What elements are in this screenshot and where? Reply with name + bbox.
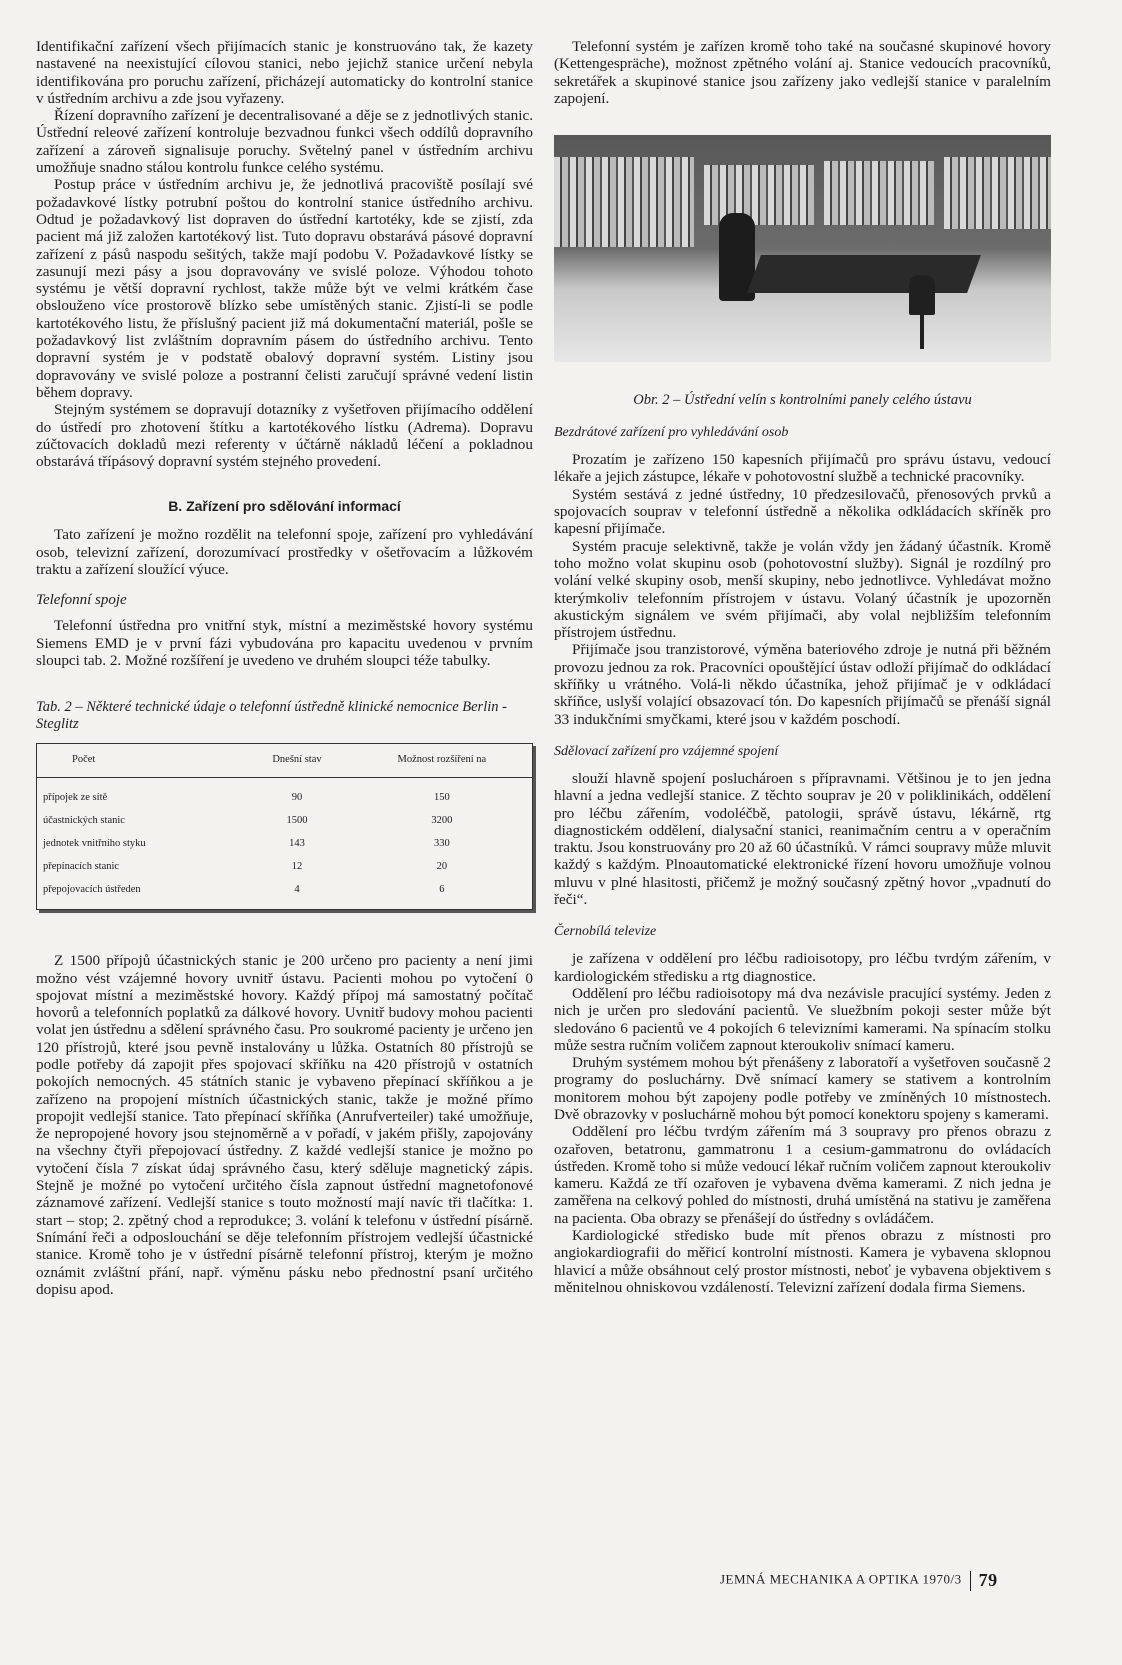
- table-cell: 330: [434, 838, 450, 850]
- table-cell: účastnických stanic: [43, 815, 125, 827]
- paragraph: je zařízena v oddělení pro léčbu radioisotopy, pro léčbu tvrdým zářením, v kardiologickém středisku a rtg diagnostice.: [554, 950, 1051, 985]
- table-row: [37, 778, 533, 810]
- table-caption: Tab. 2 – Některé technické údaje o telefonní ústředně klinické nemocnice Berlin - Steglitz: [36, 699, 507, 733]
- control-panel: [944, 157, 1051, 229]
- section-heading: B. Zařízení pro sdělování informací: [168, 498, 401, 515]
- table-cell: přípojek ze sítě: [43, 792, 108, 804]
- paragraph: Stejným systémem se dopravují dotazníky z vyšetřoven přijímacího oddělení do ústředí pro zhotovení štítku a kartotékového lístku (Adrema). Dopravu zúčtovacích dokladů mezi referenty v účtárně nákladů léčení a pokladnou obstarává třípásový dopravní systém stejného provedení.: [36, 401, 533, 471]
- table-cell: přepínacích stanic: [43, 861, 120, 873]
- paragraph: Druhým systémem mohou být přenášeny z laboratoří a vyšetřoven současně 2 programy do posluchárny. Dvě snímací kamery se stativem a kontrolním monitorem mohou být zapojeny podle potřeby ve zmíněných 10 místnostech. Dvě obrazovky v posluchárně mohou být pomocí konektoru spojeny s kamerami.: [554, 1054, 1051, 1123]
- paragraph: Identifikační zařízení všech přijímacích stanic je konstruováno tak, že kazety nastavené na neexistující cílovou stanici, nebo jejichž stanice určení nebyla identifikována pro poruchu zařízení, přicházejí automaticky do kontrolní stanice v ústředním archivu a zde jsou vyřazeny.: [36, 38, 533, 107]
- desk: [747, 255, 981, 293]
- paragraph: Oddělení pro léčbu radioisotopy má dva nezávisle pracující systémy. Jeden z nich je určen pro sledování pacientů. Ve sluežbním pokoji sester může být sledováno 6 pacientů ve 4 pokojích 6 televizními kamerami. Na spínacím stolku může sestra ručním voličem zapnout kteroukoliv snímací kameru.: [554, 984, 1051, 1054]
- left-column: [36, 38, 533, 1298]
- table-row: [37, 878, 533, 910]
- table-row: [37, 855, 533, 878]
- paragraph: Postup práce v ústředním archivu je, že jednotlivá pracoviště posílají své požadavkové lístky potrubní poštou do kontrolní stanice ústředního archivu. Odtud je požadavkový list dopraven do ústřední kartotéky, kde se zjistí, zda pacient má již založen kartotékový list. Tuto dopravu obstarává pásové dopravní zařízení z pásů naspodu sešitých, takže mají podobu V. Požadavkové lístky se zasunují mezi pásy a jsou dopravovány ve svislé poloze. Výhodou tohoto systému je větší dopravní rychlost, takže může být ve velmi krátkém čase obslouženo více prostorově blízko sebe umístěných stanic. Zjistí-li se podle kartotékového listu, že příslušný pacient již má dokumentační materiál, pošle se požadavkový list zvláštním dopravním pásem do ústředního archivu. Tento dopravní systém je v podstatě obalový dopravní systém. Listiny jsou dopravovány ve svislé poloze a postranní čelisti zaručují správné vedení listin během dopravy.: [36, 176, 533, 401]
- subheading-bezdratove: Bezdrátové zařízení pro vyhledávání osob: [554, 425, 789, 441]
- table-cell: jednotek vnitřního styku: [43, 838, 146, 850]
- paragraph: Kardiologické středisko bude mít přenos obrazu z místnosti pro angiokardiografii do měřicí kontrolní místnosti. Kamera je vybavena sklopnou hlavicí a může obsáhnout celý prostor místnosti, neboť je vybavena objektivem s měnitelnou ohniskovou vzdáleností. Televizní zařízení dodala firma Siemens.: [554, 1227, 1051, 1296]
- page-number: 79: [978, 1570, 998, 1590]
- control-panel: [824, 161, 934, 225]
- table-header-row: [37, 744, 533, 778]
- right-column: [554, 38, 1051, 1296]
- table-cell: 12: [291, 861, 303, 873]
- paragraph: Tato zařízení je možno rozdělit na telefonní spoje, zařízení pro vyhledávání osob, televizní zařízení, dorozumívací prostředky v ošetřovacím a lůžkovém traktu a zařízení sloužící výuce.: [36, 526, 533, 579]
- paragraph: Telefonní systém je zařízen kromě toho také na současné skupinové hovory (Kettengespräche), možnost zpětného volání aj. Stanice vedoucích pracovníků, sekretářek a skupinové stanice jsou zařízeny jako vedlejší stanice v paralelním zapojení.: [554, 38, 1051, 107]
- journal-title: JEMNÁ MECHANIKA A OPTIKA 1970/3: [720, 1571, 962, 1587]
- table-cell: 4: [294, 884, 300, 896]
- paragraph: Řízení dopravního zařízení je decentralisované a děje se z jednotlivých stanic. Ústřední releové zařízení kontroluje bezvadnou funkci všech oddílů dopravního zařízení a zároveň signalisuje poruchy. Světelný panel v ústředním archivu umožňuje snadno stálou kontrolu funkce celého systému.: [36, 107, 533, 177]
- column-header: Počet: [37, 744, 243, 778]
- control-room-photo: [554, 135, 1051, 362]
- table-cell: 20: [436, 861, 448, 873]
- paragraph: slouží hlavně spojení posluchároen s přípravnami. Většinou je to jen jedna hlavní a jedna vedlejší stanice. Z těchto souprav je 20 v poliklinikách, oddělení pro léčbu zářením, vodoléčbě, patologii, správě ústavu, lékárně, rtg diagnostickém oddělení, dialysační stanici, reanimačním centru a v operačním traktu. Jsou konstruovány pro 20 až 60 účastníků. V rámci soupravy může mluvit každý s každým. Plnoautomatické elektronické řízení hovoru umožňuje volnou mluvu v plné hlasitosti, přičemž je možný současný zpětný hovor „vpadnutí do řeči“.: [554, 769, 1051, 909]
- table-row: [37, 809, 533, 832]
- technical-data-table: [36, 743, 533, 910]
- table-cell: 1500: [286, 815, 308, 827]
- control-panel: [704, 165, 814, 225]
- subheading-sdelovaci: Sdělovací zařízení pro vzájemné spojení: [554, 743, 779, 759]
- subheading-telefonni-spoje: Telefonní spoje: [36, 592, 127, 609]
- paragraph: Telefonní ústředna pro vnitřní styk, místní a meziměstské hovory systému Siemens EMD je v první fázi vybudována pro kapacitu uvedenou v prvním sloupci tab. 2. Možné rozšíření je uvedeno ve druhém sloupci téže tabulky.: [36, 617, 533, 669]
- subheading-cernobila-televize: Černobílá televize: [554, 924, 657, 940]
- paragraph: Z 1500 přípojů účastnických stanic je 200 určeno pro pacienty a není jimi možno vést vzájemné hovory uvnitř ústavu. Pacienti mohou po vytočení 0 spojovat místní a meziměstské hovory. Každý přípoj má samostatný počítač hovorů a telefonních poplatků za dálkové hovory. Uvnitř budovy mohou pacienti volat jen ústřednu a sdělení správného času. Pro soukromé pacienty je určeno jen 120 přístrojů, které jsou pevně instalovány u lůžka. Ostatních 80 přístrojů se podle potřeby dá zapojit přes spojovací skříňku na 420 přístrojů v ostatních pokojích nemocných. 45 státních stanic je vybaveno přepínací skříňkou a je zařízeno na propojení místních účastnických stanic, takže je možné přímo propojit vedlejší stanice. Tato přepínací skříňka (Anrufverteiler) také umožňuje, že nepropojené hovory jsou stejnoměrně a v pořadí, v jakém přišly, zapojovány na všechny čtyři přepojovací ústředny. Z každé vedlejší stanice je možno po vytočení čísla 7 získat údaj správného času, který sděluje magnetický zápis. Stejně je možné po vytočení určitého čísla zapnout ústřední magnetofonové záznamové zařízení. Vedlejší stanice s touto možností mají navíc tři tlačítka: 1. start – stop; 2. zpětný chod a reprodukce; 3. volání k telefonu v ústřední písárně. Snímání řeči a odposlouchání se děje telefonním přístrojem vedlejší účastnické stanice. Kromě toho je v ústřední písárně telefonní přístroj, kterým je možno oznámit zvláštní přání, např. výměnu pásku nebo přednostní psaní určitého dopisu apod.: [36, 952, 533, 1298]
- table-cell: 90: [291, 792, 303, 804]
- footer-divider: [970, 1571, 971, 1591]
- control-panel: [554, 157, 694, 247]
- column-header: Možnost rozšíření na: [352, 744, 533, 778]
- table-cell: přepojovacích ústředen: [43, 884, 141, 896]
- table-cell: 143: [289, 838, 305, 850]
- paragraph: Přijímače jsou tranzistorové, výměna bateriového zdroje je nutná při běžném provozu jednou za rok. Pracovníci opouštějící ústav odloží přijímač do odkládací skříňky u vrátného. Volá-li někdo účastníka, jehož přijímač je v odkládací skříňce, uslyší volající obsazovací tón. Do kapesních přijímačů se přenáší signál 33 indukčními smyčkami, které jsou v každém poschodí.: [554, 641, 1051, 728]
- paragraph: Oddělení pro léčbu tvrdým zářením má 3 soupravy pro přenos obrazu z ozařoven, betatronu, gammatronu 1 a cesium-gammatronu do ovládacích ústředen. Kromě toho si může vedoucí lékař ručním voličem zapnout kteroukoliv kameru. Každá ze tří ozařoven je vybavena dvěma kamerami. Z nich jedna je zaměřena na celkový pohled do místnosti, druhá umístěná na stativu je zaměřena na pacienta. Oba obrazy se přenášejí do ústředny s ovládáčem.: [554, 1123, 1051, 1227]
- chair-leg: [920, 313, 924, 349]
- paragraph: Prozatím je zařízeno 150 kapesních přijímačů pro správu ústavu, vedoucí lékaře a jejich zástupce, lékaře v pohotovostní službě a technické pracovníky.: [554, 451, 1051, 486]
- page-footer: [720, 1570, 998, 1591]
- figure-caption: Obr. 2 – Ústřední velín s kontrolními panely celého ústavu: [633, 392, 972, 409]
- chair: [909, 275, 935, 315]
- table-row: [37, 832, 533, 855]
- column-header: Dnešní stav: [242, 744, 352, 778]
- paragraph: Systém sestává z jedné ústředny, 10 předzesilovačů, přenosových prvků a spojovacích souprav v telefonní ústředně a několika odkládacích skříněk pro kapesní přijímače.: [554, 485, 1051, 538]
- paragraph: Systém pracuje selektivně, takže je volán vždy jen žádaný účastník. Kromě toho možno volat skupinu osob (pohotovostní služby). Signál je rozdílný pro volání velké skupiny osob, menší skupiny, nebo jednotlivce. Vyhledávat možno kterýmkoliv telefonním přístrojem v ústavu. Volaný účastník je upozorněn akustickým signálem ve svém přijímači, aby volal nejbližším telefonním přístrojem ústřednu.: [554, 537, 1051, 642]
- table-cell: 150: [434, 792, 450, 804]
- table-cell: 3200: [431, 815, 453, 827]
- table-cell: 6: [439, 884, 445, 896]
